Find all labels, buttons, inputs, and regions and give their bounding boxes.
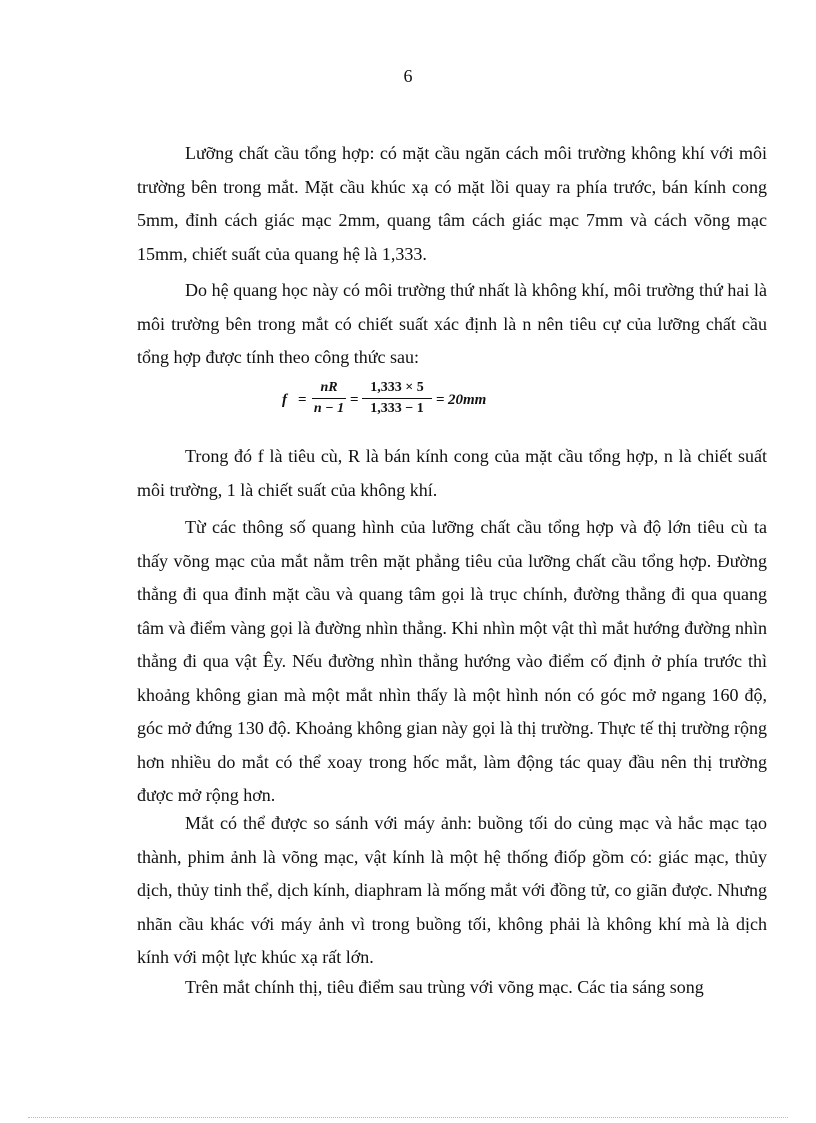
paragraph-2-text: Do hệ quang học này có môi trường thứ nhất là không khí, môi trường thứ hai là môi trường bên trong mắt có chiết suất xác định là n nên tiêu cự của lưỡng chất cầu tổng hợp được tính theo công thức sau: bbox=[137, 280, 767, 367]
formula-equals-3: = bbox=[436, 392, 445, 408]
paragraph-4-text: Từ các thông số quang hình của lưỡng chất cầu tổng hợp và độ lớn tiêu cù ta thấy võng mạc của mắt nằm trên mặt phẳng tiêu của lưỡng chất cầu tổng hợp. Đường thẳng đi qua đỉnh mặt cầu và quang tâm gọi là trục chính, đường thẳng đi qua quang tâm và điểm vàng gọi là đường nhìn thẳng. Khi nhìn một vật thì mắt hướng đường nhìn thẳng đi qua vật Êy. Nếu đường nhìn thẳng hướng vào điểm cố định ở phía trước thì khoảng không gian mà một mắt nhìn thấy là một hình nón có góc mở ngang 160 độ, góc mở đứng 130 độ. Khoảng không gian này gọi là thị trường. Thực tế thị trường rộng hơn nhiều do mắt có thể xoay trong hốc mắt, làm động tác quay đầu nên thị trường được mở rộng hơn. bbox=[137, 517, 767, 805]
fraction-1-denominator: n − 1 bbox=[313, 401, 345, 416]
paragraph-3-text: Trong đó f là tiêu cù, R là bán kính cong của mặt cầu tổng hợp, n là chiết suất môi trường, 1 là chiết suất của không khí. bbox=[137, 446, 767, 500]
formula-equals-1: = bbox=[298, 392, 307, 408]
paragraph-4 bbox=[137, 511, 767, 813]
paragraph-5-text: Mắt có thể được so sánh với máy ảnh: buồng tối do củng mạc và hắc mạc tạo thành, phim ảnh là võng mạc, vật kính là một hệ thống điốp gồm có: giác mạc, thủy dịch, thủy tinh thể, dịch kính, diaphram là mống mắt với đồng tử, co giãn được. Nhưng nhãn cầu khác với máy ảnh vì trong buồng tối, không phải là không khí mà là dịch kính với một lực khúc xạ rất lớn. bbox=[137, 813, 767, 967]
formula-result: 20mm bbox=[448, 392, 487, 408]
paragraph-6-text: Trên mắt chính thị, tiêu điểm sau trùng với võng mạc. Các tia sáng song bbox=[185, 977, 704, 997]
formula-fraction-2 bbox=[362, 380, 432, 417]
formula-lhs: f bbox=[282, 392, 287, 408]
paragraph-1-text: Lưỡng chất cầu tổng hợp: có mặt cầu ngăn cách môi trường không khí với môi trường bên trong mắt. Mặt cầu khúc xạ có mặt lồi quay ra phía trước, bán kính cong 5mm, đỉnh cách giác mạc 2mm, quang tâm cách giác mạc 7mm và cách võng mạc 15mm, chiết suất của quang hệ là 1,333. bbox=[137, 143, 767, 264]
paragraph-1 bbox=[137, 137, 767, 271]
fraction-1-numerator: nR bbox=[320, 380, 338, 395]
paragraph-3 bbox=[137, 440, 767, 507]
page-bottom-divider bbox=[28, 1117, 788, 1118]
paragraph-5 bbox=[137, 807, 767, 975]
formula-equals-2: = bbox=[350, 392, 359, 408]
fraction-2-denominator: 1,333 − 1 bbox=[370, 401, 424, 416]
fraction-2-numerator: 1,333 × 5 bbox=[370, 380, 424, 395]
paragraph-6 bbox=[137, 971, 767, 1005]
paragraph-2 bbox=[137, 274, 767, 375]
formula-fraction-1 bbox=[312, 380, 346, 417]
page-number: 6 bbox=[403, 66, 413, 86]
